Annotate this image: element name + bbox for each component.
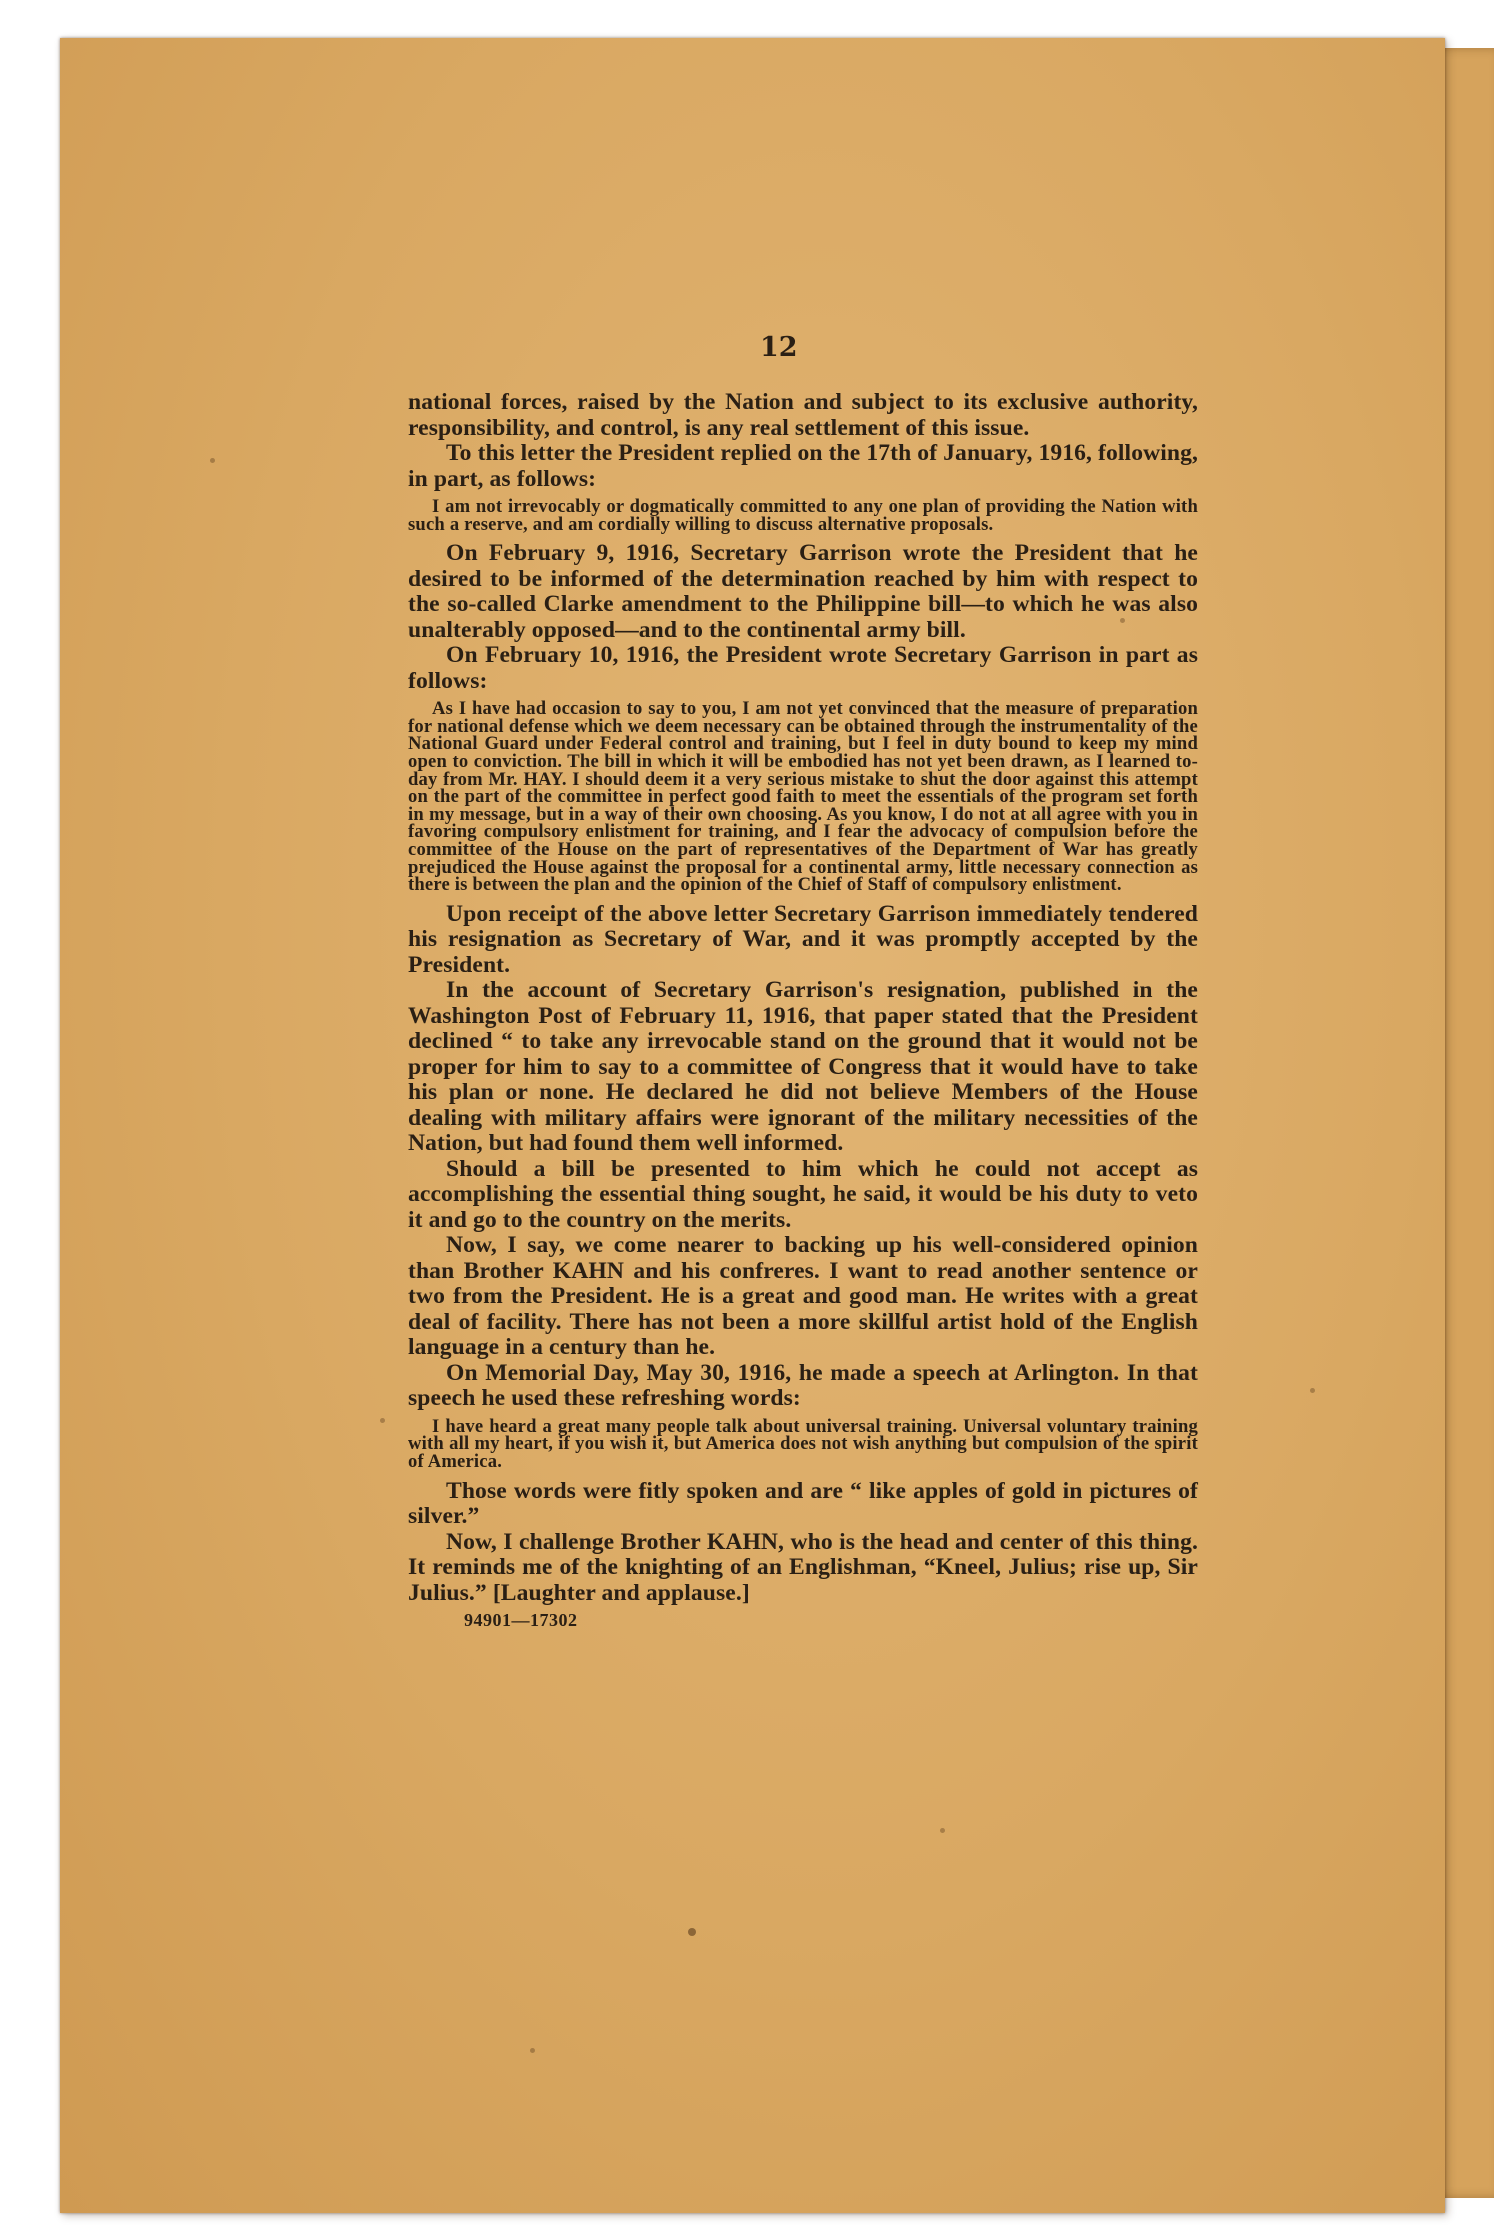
paragraph: Now, I challenge Brother KAHN, who is the head and center of this thing. It reminds me of the knighting of an Englishman, “Kneel, Julius; rise up, Sir Julius.” [Laughter and applause.]	[408, 1528, 1198, 1606]
paragraph: In the account of Secretary Garrison's resignation, published in the Washington Post of February 11, 1916, that paper stated that the President declined “ to take any irrevocable stand on the ground that it would not be proper for him to say to a committee of Congress that it would have to take his plan or none. He declared he did not believe Members of the House dealing with military affairs were ignorant of the military necessities of the Nation, but had found them well informed.	[408, 977, 1198, 1157]
paragraph: On February 9, 1916, Secretary Garrison wrote the President that he desired to be informed of the determination reached by him with respect to the so-called Clarke amendment to the Philippine bill—to which he was also unalterably opposed—and to the continental army bill.	[408, 540, 1198, 643]
paper-fleck	[940, 1828, 945, 1833]
paragraph: Those words were fitly spoken and are “ like apples of gold in pictures of silver.”	[408, 1477, 1198, 1529]
paper-fleck	[530, 2048, 535, 2053]
paragraph: On Memorial Day, May 30, 1916, he made a speech at Arlington. In that speech he used these refreshing words:	[408, 1359, 1198, 1412]
block-quote: As I have had occasion to say to you, I am not yet convinced that the measure of preparation for national defense which we deem necessary can be obtained through the instrumentality of the National Guard under Federal control and training, but I feel in duty bound to keep my mind open to conviction. The bill in which it will be embodied has not yet been drawn, as I learned to-day from Mr. HAY. I should deem it a very serious mistake to shut the door against this attempt on the part of the committee in perfect good faith to meet the essentials of the program set forth in my message, but in a way of their own choosing. As you know, I do not at all agree with you in favoring compulsory enlistment for training, and I fear the advocacy of compulsion before the committee of the House on the part of representatives of the Department of War has greatly prejudiced the House against the proposal for a continental army, little necessary connection as there is between the plan and the opinion of the Chief of Staff of compulsory enlistment.	[408, 698, 1198, 896]
text-column	[408, 328, 1198, 1631]
paragraph: national forces, raised by the Nation and subject to its exclusive authority, responsibility, and control, is any real settlement of this issue.	[408, 389, 1198, 441]
page-number: 12	[760, 332, 798, 363]
paragraph: Now, I say, we come nearer to backing up his well-considered opinion than Brother KAHN and his confreres. I want to read another sentence or two from the President. He is a great and good man. He writes with a great deal of facility. There has not been a more skillful artist hold of the English language in a century than he.	[408, 1232, 1198, 1361]
print-job-code: 94901—17302	[464, 1610, 578, 1630]
paper-fleck	[1310, 1388, 1315, 1393]
paper-fleck	[380, 1418, 385, 1423]
paper-fleck	[688, 1928, 696, 1936]
paragraph: To this letter the President replied on the 17th of January, 1916, following, in part, as follows:	[408, 440, 1199, 492]
paragraph: Should a bill be presented to him which he could not accept as accomplishing the essential thing sought, he said, it would be his duty to veto it and go to the country on the merits.	[408, 1155, 1198, 1233]
paragraph: Upon receipt of the above letter Secretary Garrison immediately tendered his resignation as Secretary of War, and it was promptly accepted by the President.	[408, 900, 1198, 978]
block-quote: I am not irrevocably or dogmatically committed to any one plan of providing the Nation with such a reserve, and am cordially willing to discuss alternative proposals.	[408, 496, 1198, 535]
paragraph: On February 10, 1916, the President wrote Secretary Garrison in part as follows:	[408, 642, 1198, 694]
block-quote: I have heard a great many people talk about universal training. Universal voluntary training with all my heart, if you wish it, but America does not wish anything but compulsion of the spirit of America.	[408, 1415, 1198, 1472]
paper-fleck	[210, 458, 215, 463]
